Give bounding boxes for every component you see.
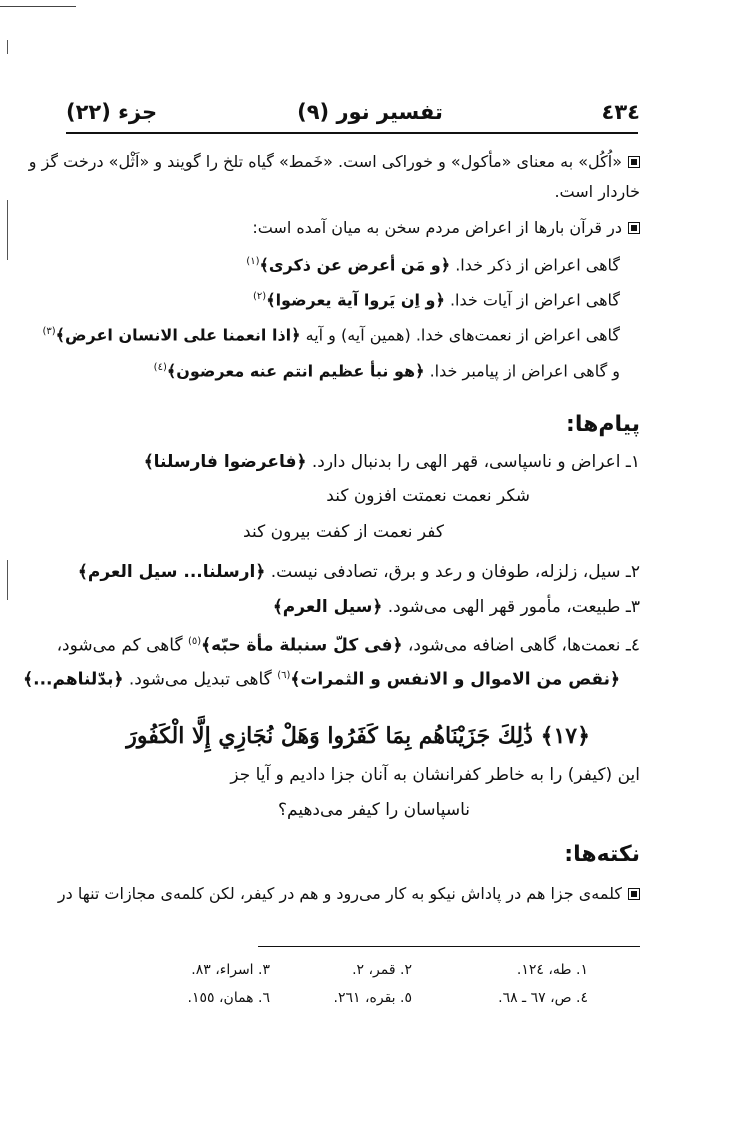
list-item: و گاهى اعراض از پيامبر خدا. ﴿هو نبأ عظيم انتم عنه معرضون﴾$^{(٤)}$ [153, 361, 620, 381]
point-1: كلمه‌ى جزا هم در پاداش نيكو به كار مى‌رود و هم در كيفر، لكن كلمه‌ى مجازات تنها در [58, 884, 640, 904]
footnote: ٦. همان، ١٥٥. [187, 990, 270, 1006]
header-rule [66, 132, 638, 134]
book-title: تفسیر نور (٩) [297, 100, 443, 124]
juz-label: جزء (٢٢) [66, 100, 158, 124]
scan-margin-mark [7, 40, 8, 54]
square-bullet-icon [628, 888, 640, 900]
verse-translation-line-1: اين (كيفر) را به خاطر كفرانشان به آنان جزا داديم و آيا جز [230, 765, 640, 785]
square-bullet-icon [628, 222, 640, 234]
list-item: گاهى اعراض از ذكر خدا. ﴿و مَن أعرض عن ذكرى﴾$^{(١)}$ [246, 255, 620, 275]
footnote: ١. طه، ١٢٤. [516, 962, 588, 978]
message-4-line-2: ﴿نقص من الاموال و الانفس و الثمرات﴾$^{(٦)}$ گاهى تبديل مى‌شود. ﴿بدّلناهم...﴾ [23, 669, 620, 690]
message-1: ١ـ اعراض و ناسپاسى، قهر الهى را بدنبال دارد. ﴿فاعرضوا فارسلنا﴾ [143, 452, 640, 472]
messages-heading: پيام‌ها: [566, 412, 640, 437]
poem-line-2: كفر نعمت از كفت بيرون كند [243, 522, 444, 542]
footnote: ٥. بقره، ٢٦١. [333, 990, 412, 1006]
square-bullet-icon [628, 156, 640, 168]
list-item: گاهى اعراض از آيات خدا. ﴿و اِن يَروا آية يعرضوا﴾$^{(٢)}$ [253, 290, 620, 310]
message-2: ٢ـ سيل، زلزله، طوفان و رعد و برق، تصادفى نيست. ﴿ارسلنا... سيل العرم﴾ [77, 562, 640, 582]
note-1-line-1: «اُكُل» به معناى «مأكول» و خوراكى است. «خَمط» گياه تلخ را گويند و «اَثْل» درخت گز و [29, 152, 640, 172]
note-1-line-2: خاردار است. [554, 182, 640, 201]
quran-verse: ﴿١٧﴾ ذَٰلِكَ جَزَيْنَاهُم بِمَا كَفَرُوا وَهَلْ نُجَازِي إِلَّا الْكَفُورَ [126, 723, 590, 749]
footnote-rule [258, 946, 640, 947]
note-2-line-1: در قرآن بارها از اعراض مردم سخن به ميان آمده است: [252, 218, 640, 238]
poem-line-1: شكر نعمت نعمتت افزون كند [326, 486, 530, 506]
page-number: ٤٣٤ [601, 100, 640, 124]
scan-edge-line [0, 6, 76, 7]
points-heading: نكته‌ها: [564, 842, 640, 867]
footnote: ٣. اسراء، ٨٣. [191, 962, 270, 978]
footnote: ٢. قمر، ٢. [352, 962, 412, 978]
message-3: ٣ـ طبيعت، مأمور قهر الهى مى‌شود. ﴿سيل العرم﴾ [272, 597, 640, 617]
verse-translation-line-2: ناسپاسان را كيفر مى‌دهيم؟ [278, 800, 470, 820]
footnote: ٤. ص، ٦٧ ـ ٦٨. [498, 990, 588, 1006]
message-4-line-1: ٤ـ نعمت‌ها، گاهى اضافه مى‌شود، ﴿فى كلّ سنبلة مأة حبّه﴾$^{(٥)}$ گاهى كم مى‌شود، [56, 635, 640, 656]
list-item: گاهى اعراض از نعمت‌هاى خدا. (همين آيه) و آيه ﴿اذا انعمنا على الانسان اعرض﴾$^{(٣)}$ [42, 325, 620, 345]
scan-margin-mark [7, 560, 8, 600]
scan-margin-mark [7, 200, 8, 260]
